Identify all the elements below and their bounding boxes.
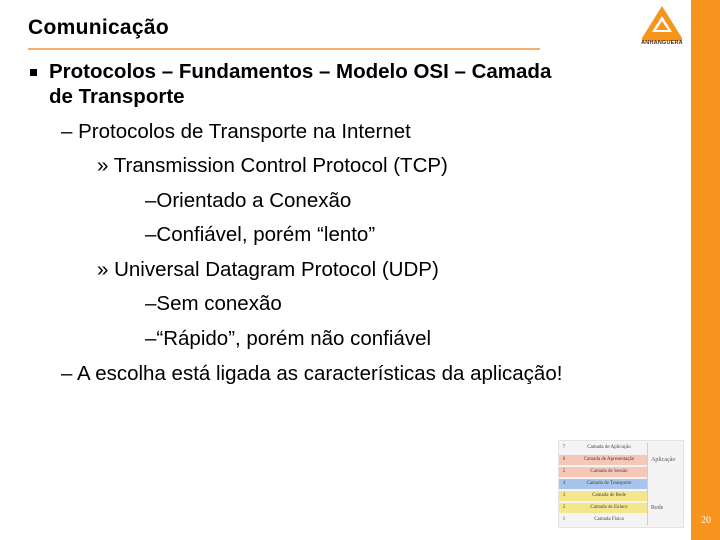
bullet-level4: –Orientado a Conexão [145, 189, 352, 212]
osi-layer-label: Camada de Sessão [590, 469, 628, 474]
slide-title: Comunicação [28, 16, 169, 39]
osi-layer-label: Camada de Rede [592, 493, 626, 498]
page-number: 20 [701, 515, 711, 526]
osi-layer-row [559, 455, 647, 465]
osi-layer-number: 2 [562, 505, 566, 510]
orange-side-bar [691, 0, 720, 540]
osi-layer-row [559, 479, 647, 489]
bullet-level1: Protocolos – Fundamentos – Modelo OSI – Camada [49, 60, 552, 83]
osi-layer-row [559, 443, 647, 453]
osi-layer-label: Camada de Aplicação [587, 445, 631, 450]
osi-layer-label: Camada de Transporte [586, 481, 632, 486]
table-separator [647, 443, 648, 525]
bullet-level2: – A escolha está ligada as características da aplicação! [61, 362, 563, 385]
osi-layer-number: 5 [562, 469, 566, 474]
logo-label: ANHANGUERA [641, 40, 683, 46]
bullet-level4: –Confiável, porém “lento” [145, 223, 376, 246]
group-label-network: Rede [651, 505, 664, 511]
osi-layer-number: 7 [562, 445, 566, 450]
bullet-level4: –“Rápido”, porém não confiável [145, 327, 432, 350]
osi-layer-row [559, 491, 647, 501]
osi-layer-row [559, 467, 647, 477]
bullet-level4: –Sem conexão [145, 292, 282, 315]
osi-layer-number: 6 [562, 457, 566, 462]
osi-layer-number: 4 [562, 481, 566, 486]
bullet-level2: – Protocolos de Transporte na Internet [61, 120, 411, 143]
osi-layer-row [559, 503, 647, 513]
osi-layer-label: Camada de Enlace [590, 505, 628, 510]
osi-layer-row [559, 515, 647, 525]
bullet-square-icon [30, 69, 37, 76]
group-label-application: Aplicação [651, 457, 676, 463]
osi-layer-label: Camada de Apresentação [583, 457, 635, 462]
osi-layer-number: 1 [562, 517, 566, 522]
title-underline [28, 48, 540, 50]
bullet-level3: » Universal Datagram Protocol (UDP) [97, 258, 439, 281]
bullet-level1-cont: de Transporte [49, 85, 185, 108]
osi-table-image [558, 440, 684, 528]
osi-layer-number: 3 [562, 493, 566, 498]
bullet-level3: » Transmission Control Protocol (TCP) [97, 154, 448, 177]
osi-layer-label: Camada Física [594, 517, 624, 522]
